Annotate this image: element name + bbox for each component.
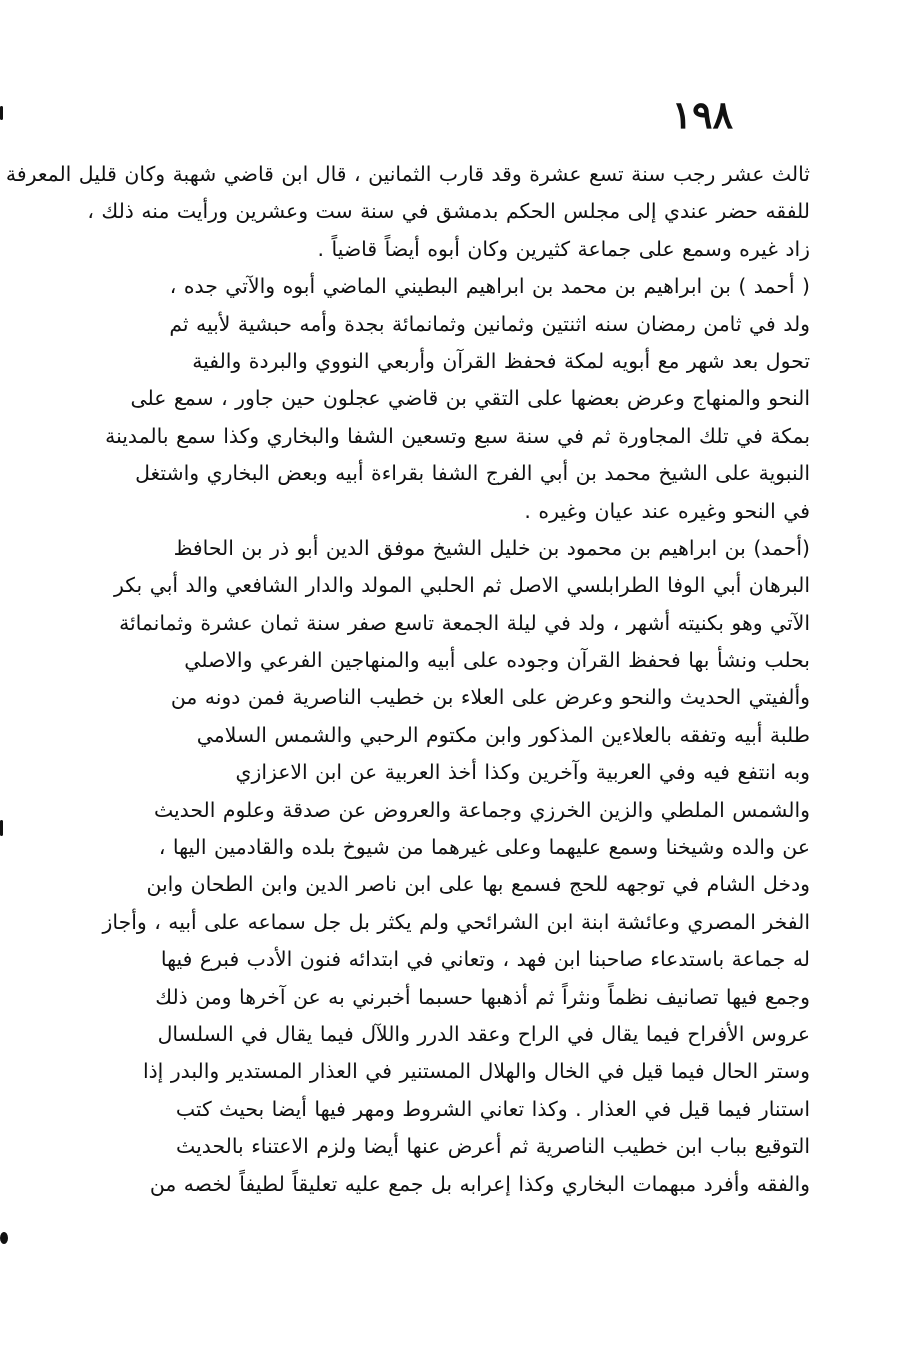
text-line: وبه انتفع فيه وفي العربية وآخرين وكذا أخذ العربية عن ابن الاعزازي <box>235 760 810 785</box>
text-line: وجمع فيها تصانيف نظماً ونثراً ثم أذهبها حسبما أخبرني به عن آخرها ومن ذلك <box>155 984 810 1009</box>
text-line: تحول بعد شهر مع أبويه لمكة فحفظ القرآن وأربعي النووي والبردة والفية <box>192 348 810 373</box>
text-line: ( أحمد ) بن ابراهيم بن محمد بن ابراهيم البطيني الماضي أبوه والآتي جده ، <box>169 274 810 299</box>
text-line: ثالث عشر رجب سنة تسع عشرة وقد قارب الثمانين ، قال ابن قاضي شهبة وكان قليل المعرفة <box>5 162 810 186</box>
text-line: ولد في ثامن رمضان سنه اثنتين وثمانين وثمانمائة بجدة وأمه حبشية لأبيه ثم <box>169 311 810 336</box>
text-line: التوقيع بباب ابن خطيب الناصرية ثم أعرض عنها أيضا ولزم الاعتناء بالحديث <box>176 1134 810 1159</box>
text-line: والشمس الملطي والزين الخرزي وجماعة والعروض عن صدقة وعلوم الحديث <box>153 797 810 822</box>
body-text <box>5 156 810 1203</box>
text-line: والفقه وأفرد مبهمات البخاري وكذا إعرابه بل جمع عليه تعليقاً لطيفاً لخصه من <box>149 1171 810 1196</box>
text-line: وألفيتي الحديث والنحو وعرض على العلاء بن خطيب الناصرية فمن دونه من <box>170 685 810 710</box>
text-line: في النحو وغيره عند عيان وغيره . <box>524 498 810 523</box>
text-line: للفقه حضر عندي إلى مجلس الحكم بدمشق في سنة ست وعشرين ورأيت منه ذلك ، <box>87 199 810 224</box>
text-line: وستر الحال فيما قيل في الخال والهلال المستنير في العذار المستدير والبدر إذا <box>142 1059 810 1084</box>
text-line: بحلب ونشأ بها فحفظ القرآن وجوده على أبيه والمنهاجين الفرعي والاصلي <box>184 648 810 673</box>
text-line: ودخل الشام في توجهه للحج فسمع بها على ابن ناصر الدين وابن الطحان وابن <box>146 872 810 897</box>
text-line: له جماعة باستدعاء صاحبنا ابن فهد ، وتعاني في ابتدائه فنون الأدب فبرع فيها <box>160 947 810 972</box>
text-line: الآتي وهو بكنيته أشهر ، ولد في ليلة الجمعة تاسع صفر سنة ثمان عشرة وثمانمائة <box>119 610 810 635</box>
text-line: عن والده وشيخنا وسمع عليهما وعلى غيرهما من شيوخ بلده والقادمين اليها ، <box>158 835 810 860</box>
text-line: النبوية على الشيخ محمد بن أبي الفرج الشفا بقراءة أبيه وبعض البخاري واشتغل <box>135 461 810 486</box>
margin-mark-middle <box>0 820 3 836</box>
text-line: عروس الأفراح فيما يقال في الراح وعقد الدرر واللآل فيما يقال في السلسال <box>157 1021 810 1046</box>
text-line: الفخر المصري وعائشة ابنة ابن الشرائحي ولم يكثر بل جل سماعه على أبيه ، وأجاز <box>102 909 810 934</box>
text-line: بمكة في تلك المجاورة ثم في سنة سبع وتسعين الشفا والبخاري وكذا سمع بالمدينة <box>105 423 810 448</box>
text-line: البرهان أبي الوفا الطرابلسي الاصل ثم الحلبي المولد والدار الشافعي والد أبي بكر <box>114 573 810 598</box>
text-line: طلبة أبيه وتفقه بالعلاءين المذكور وابن مكتوم الرحبي والشمس السلامي <box>196 722 810 747</box>
page-number: ١٩٨ <box>671 92 733 137</box>
margin-mark-bottom <box>0 1232 8 1244</box>
margin-mark-top <box>0 106 3 120</box>
text-line: النحو والمنهاج وعرض بعضها على التقي بن قاضي عجلون حين جاور ، سمع على <box>130 386 810 411</box>
text-line: استنار فيما قيل في العذار . وكذا تعاني الشروط ومهر فيها أيضا بحيث كتب <box>175 1096 810 1121</box>
text-line: زاد غيره وسمع على جماعة كثيرين وكان أبوه أيضاً قاضياً . <box>317 236 810 261</box>
text-line: (أحمد) بن ابراهيم بن محمود بن خليل الشيخ موفق الدين أبو ذر بن الحافظ <box>173 535 810 560</box>
